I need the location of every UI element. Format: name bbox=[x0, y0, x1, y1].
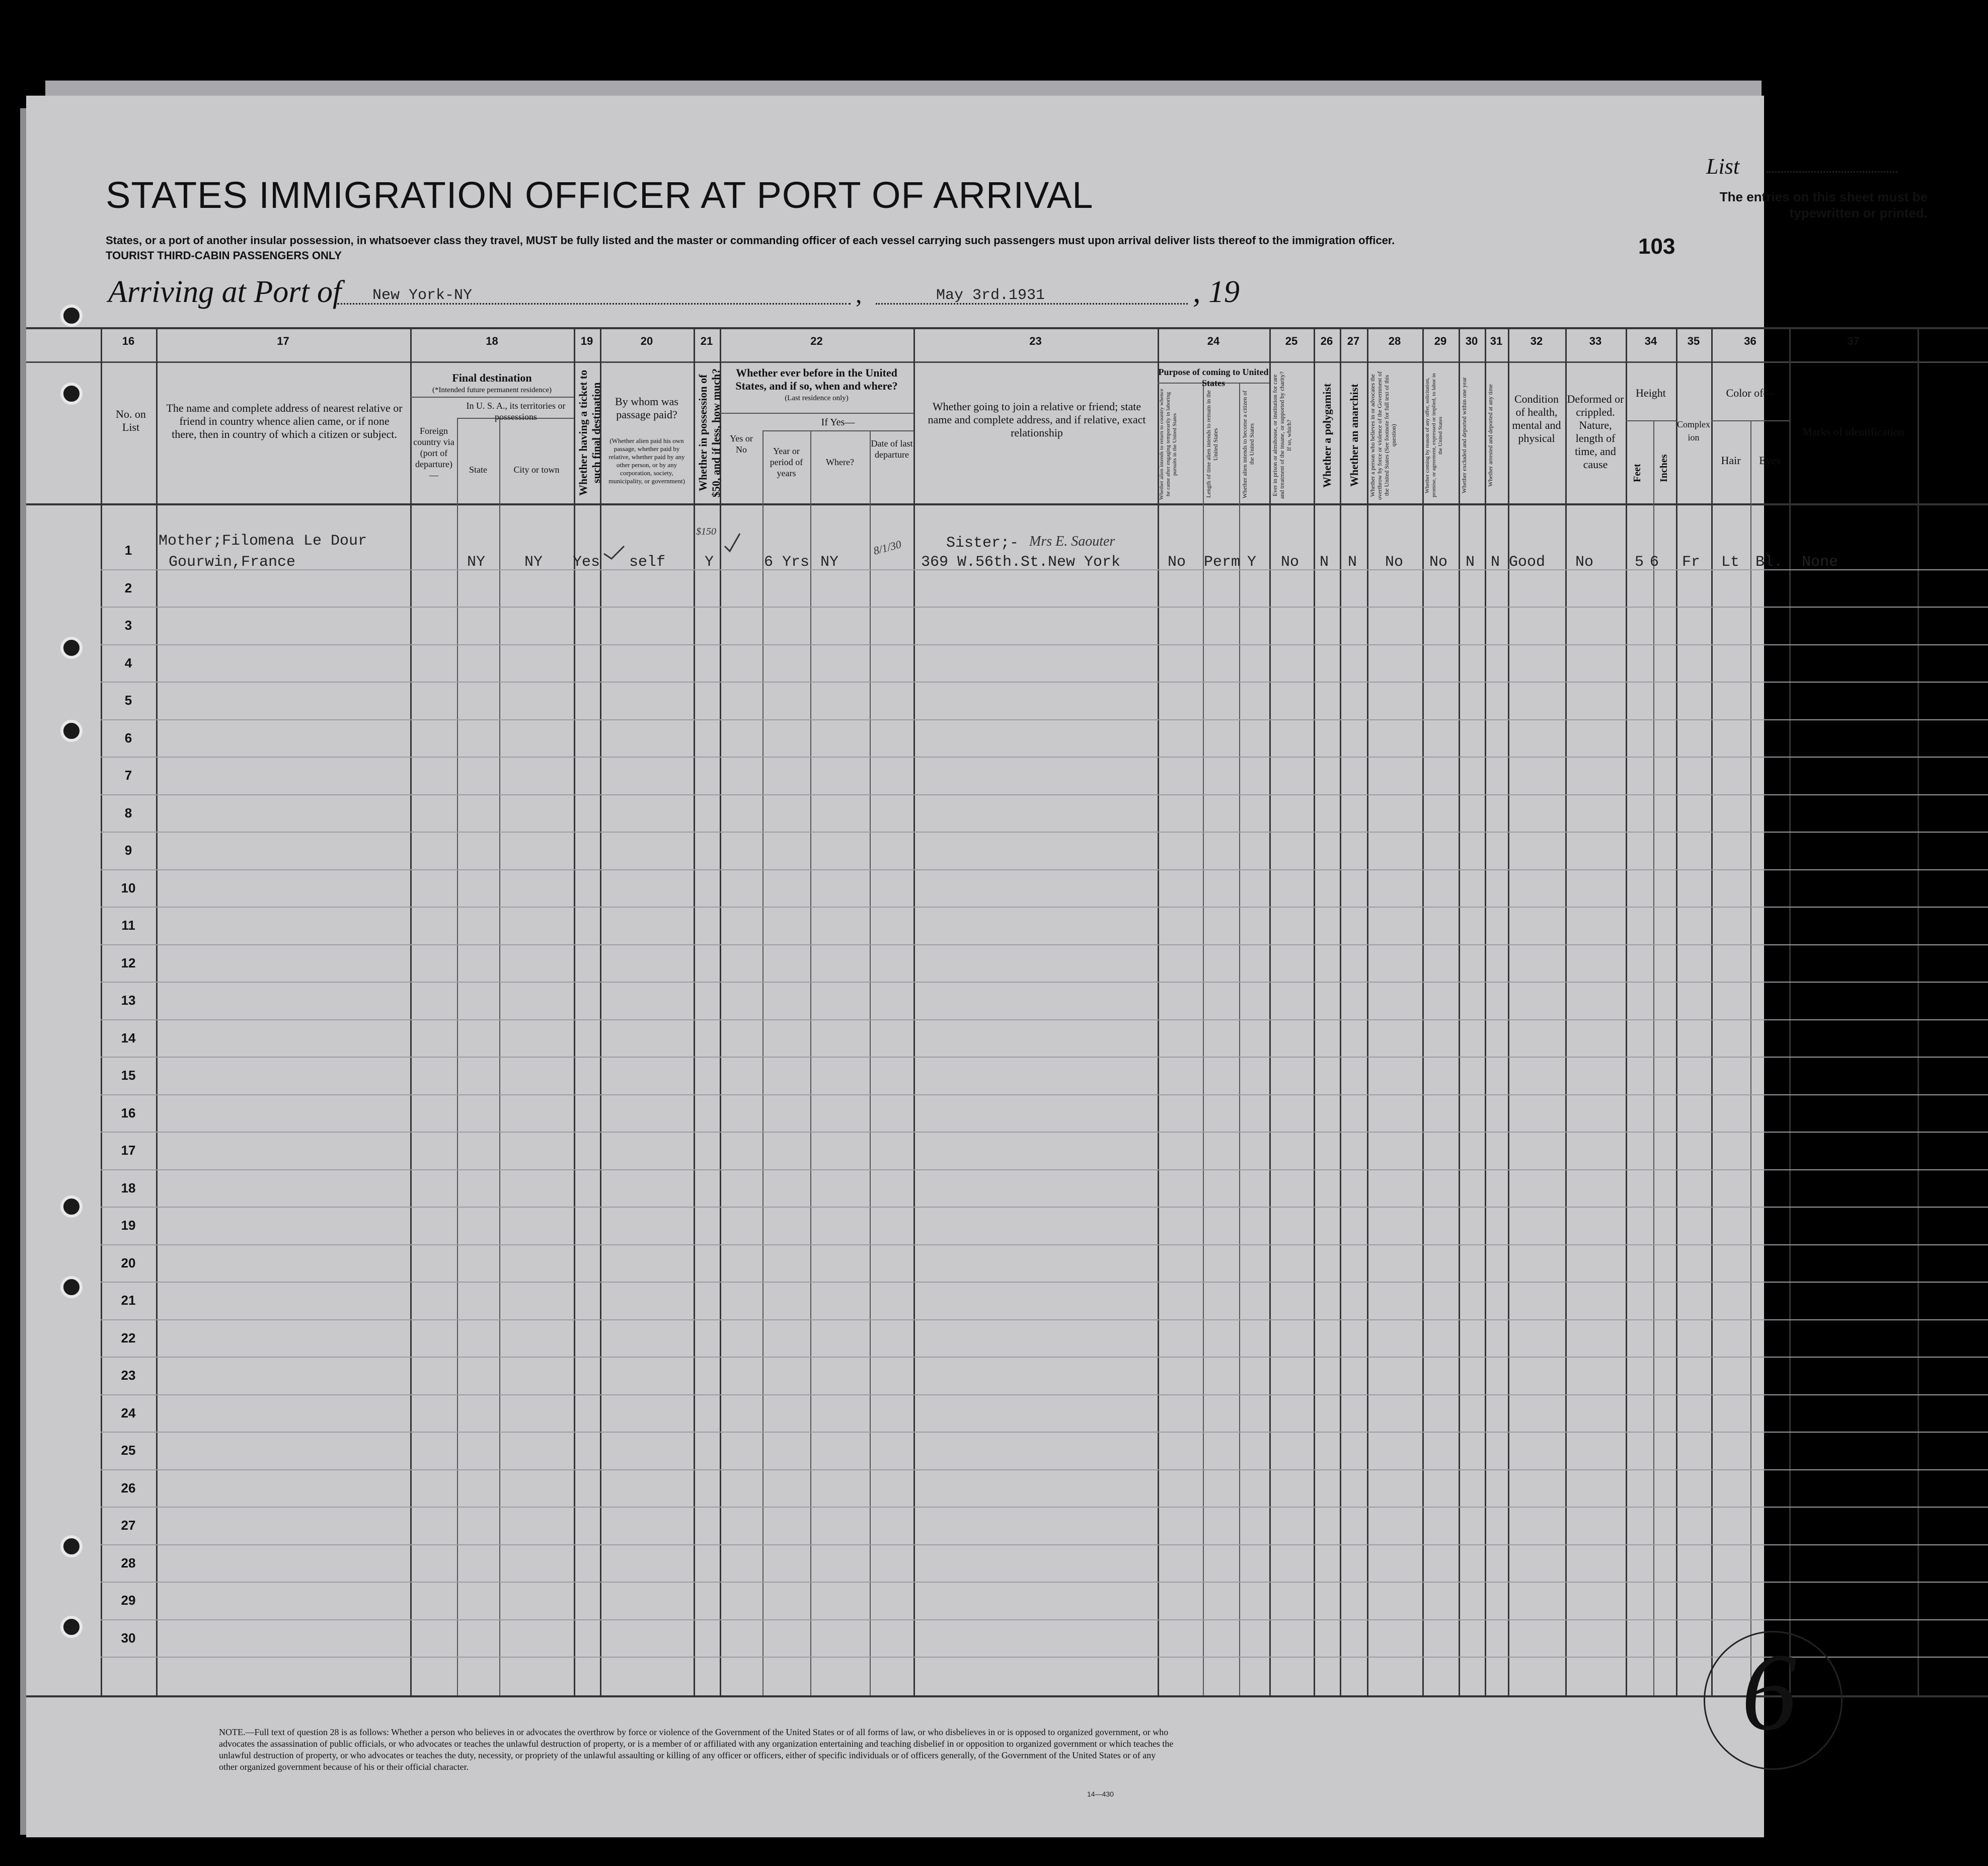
row-number: 26 bbox=[121, 1480, 136, 1496]
row-rule bbox=[101, 1582, 1988, 1583]
header-complexion: Complexion bbox=[1677, 419, 1710, 442]
row-rule bbox=[101, 1357, 1988, 1358]
row-rule bbox=[101, 1619, 1988, 1620]
header-prison: Ever in prison or almshouse, or institution for care and treatment of the insane, or supported by charity? If so, which? bbox=[1271, 371, 1292, 499]
row-rule bbox=[101, 1544, 1988, 1545]
money-note: $150 bbox=[696, 526, 716, 537]
row-number: 7 bbox=[124, 768, 132, 783]
header-purpose-c: Whether alien intends to become a citizen of the United States bbox=[1241, 390, 1255, 498]
column-number-rule bbox=[26, 361, 1988, 363]
header-in-usa: In U. S. A., its territories or possessions bbox=[466, 401, 566, 422]
column-divider bbox=[410, 327, 412, 1695]
column-number: 23 bbox=[1029, 335, 1042, 347]
column-number: 21 bbox=[700, 335, 713, 347]
q31-value: N bbox=[1491, 554, 1500, 571]
column-number: 20 bbox=[640, 335, 653, 347]
header-date-last-departure: Date of last departure bbox=[871, 438, 913, 460]
header-bottom-rule bbox=[26, 503, 1988, 505]
list-line bbox=[1767, 171, 1897, 173]
column-divider bbox=[1367, 327, 1368, 1695]
row-rule bbox=[101, 1282, 1988, 1283]
page-title: STATES IMMIGRATION OFFICER AT PORT OF ARRIVAL bbox=[106, 174, 1094, 216]
hair-value: Lt bbox=[1721, 554, 1740, 571]
arrival-date: May 3rd.1931 bbox=[936, 287, 1045, 304]
header-hair: Hair bbox=[1721, 454, 1741, 467]
header-marks: Marks of identification bbox=[1802, 425, 1904, 438]
row-rule bbox=[101, 757, 1988, 758]
column-number: 32 bbox=[1530, 335, 1543, 347]
row-rule bbox=[101, 982, 1988, 983]
relative-line-1: Mother;Filomena Le Dour bbox=[159, 533, 367, 550]
where-value: NY bbox=[820, 554, 839, 571]
header-deformed: Deformed or crippled. Nature, length of time, and cause bbox=[1567, 393, 1624, 471]
header-foreign-country: Foreign country via (port of departure)— bbox=[413, 426, 454, 480]
column-divider bbox=[1711, 327, 1713, 1695]
footnote: NOTE.—Full text of question 28 is as follows: Whether a person who believes in or advocates the overthrow by force or violence of the Government of the United States or of all forms of law, or who disbelieves in or is opposed to organized government, or who advocates the assassination of public officials, or who advocates or teaches the unlawful destruction of property, or is a member of or affiliated with any organization entertaining and teaching disbelief in or opposition to organized government or which teaches the unlawful destruction of property, or who advocates or teaches the duty, necessity, or propriety of the unlawful assaulting or killing of any officer or officers, either of specific individuals or of officers generally, of the Government of the United States or of any other organized government because of his or their official character. bbox=[219, 1727, 1174, 1772]
header-polygamist: Whether a polygamist bbox=[1321, 383, 1333, 488]
row-rule bbox=[101, 1057, 1988, 1058]
column-divider bbox=[1314, 327, 1315, 1695]
port-value: New York-NY bbox=[372, 287, 473, 304]
header-if-yes: If Yes— bbox=[821, 417, 855, 428]
subtitle: States, or a port of another insular possession, in whatsoever class they travel, MUST be fully listed and the master or commanding officer of each vessel carrying such passengers must upon arrival deliver lists thereof to the immigration officer. bbox=[106, 234, 1395, 247]
header-q29: Whether coming by reason of any offer, solicitation, promise, or agreement, expressed or implied, to labor in the United States bbox=[1424, 373, 1443, 498]
header-where: Where? bbox=[826, 457, 854, 467]
q29-value: No bbox=[1429, 554, 1448, 571]
row-number: 20 bbox=[121, 1255, 136, 1271]
header-q28: Whether a person who believes in or advocates the overthrow by force or violence of the Government of the United States (See footnote for full text of this question) bbox=[1369, 371, 1397, 500]
row-rule bbox=[101, 1507, 1988, 1508]
row-number: 19 bbox=[121, 1218, 136, 1233]
joining-address: 369 W.56th.St.New York bbox=[921, 554, 1121, 571]
header-inches: Inches bbox=[1658, 454, 1669, 482]
binder-hole bbox=[60, 720, 83, 742]
column-divider bbox=[1158, 327, 1159, 1695]
row-number: 2 bbox=[124, 580, 132, 595]
row-rule bbox=[101, 1469, 1988, 1470]
column-divider bbox=[1203, 383, 1204, 1695]
circled-number: 6 bbox=[1741, 1630, 1797, 1753]
header-color-of: Color of— bbox=[1726, 387, 1775, 399]
row-number: 18 bbox=[121, 1180, 136, 1196]
eyes-value: Bl. bbox=[1755, 554, 1783, 571]
row-number: 15 bbox=[121, 1068, 136, 1083]
row-rule bbox=[101, 1319, 1988, 1320]
header-purpose: Purpose of coming to United States bbox=[1158, 367, 1269, 388]
row-rule bbox=[101, 607, 1988, 608]
column-divider bbox=[1269, 327, 1271, 1695]
row-number: 12 bbox=[121, 955, 136, 971]
header-eyes: Eyes bbox=[1759, 454, 1781, 467]
column-number: 27 bbox=[1347, 335, 1360, 347]
row-rule bbox=[101, 794, 1988, 795]
row-number: 17 bbox=[121, 1143, 136, 1158]
row-rule bbox=[101, 1394, 1988, 1395]
rule bbox=[1711, 420, 1789, 421]
column-number: 33 bbox=[1589, 335, 1602, 347]
row-number: 23 bbox=[121, 1368, 136, 1383]
row-rule bbox=[101, 719, 1988, 720]
column-divider bbox=[1676, 327, 1677, 1695]
header-q31: Whether arrested and deported at any time bbox=[1487, 384, 1494, 487]
money-value: Y bbox=[705, 554, 714, 571]
column-number: 35 bbox=[1687, 335, 1700, 347]
row-rule bbox=[101, 1657, 1988, 1658]
column-divider bbox=[1789, 327, 1791, 1695]
binder-hole bbox=[60, 1535, 83, 1557]
row-number: 24 bbox=[121, 1405, 136, 1421]
header-ever-before: Whether ever before in the United States, and if so, when and where? bbox=[735, 366, 898, 392]
return-country: No bbox=[1168, 554, 1186, 571]
column-divider bbox=[1485, 327, 1486, 1695]
header-height: Height bbox=[1636, 387, 1666, 399]
row-number: 25 bbox=[121, 1443, 136, 1458]
header-passage-note: (Whether alien paid his own passage, whether paid by relative, whether paid by any other person, or by any corporation, society, municipality, or government) bbox=[608, 437, 685, 485]
row-rule bbox=[101, 1169, 1988, 1170]
row-number: 8 bbox=[124, 805, 132, 820]
page-number: 103 bbox=[1638, 234, 1675, 259]
column-divider bbox=[1459, 327, 1460, 1695]
row-number: 27 bbox=[121, 1518, 136, 1533]
row-number: 5 bbox=[124, 693, 132, 708]
passage-value: self bbox=[629, 554, 666, 571]
row-number: 28 bbox=[121, 1555, 136, 1571]
q30-value: N bbox=[1466, 554, 1475, 571]
row-number: 22 bbox=[121, 1330, 136, 1346]
year-label: , 19 bbox=[1193, 275, 1240, 309]
binder-hole bbox=[60, 1196, 83, 1218]
column-divider bbox=[810, 430, 811, 1695]
q28-value: No bbox=[1385, 554, 1404, 571]
column-number: 34 bbox=[1644, 335, 1657, 347]
row-rule bbox=[101, 1019, 1988, 1020]
row-number: 1 bbox=[124, 543, 132, 558]
column-number: 31 bbox=[1490, 335, 1503, 347]
column-number: 29 bbox=[1434, 335, 1447, 347]
column-number: 26 bbox=[1320, 335, 1333, 347]
row-rule bbox=[101, 832, 1988, 833]
column-number: 18 bbox=[486, 335, 498, 347]
column-divider bbox=[1565, 327, 1567, 1695]
column-divider bbox=[1422, 327, 1424, 1695]
row-number: 11 bbox=[121, 918, 135, 933]
header-last-residence: (Last residence only) bbox=[785, 394, 849, 402]
departure-date: 8/1/30 bbox=[872, 538, 903, 557]
column-number: 17 bbox=[277, 335, 289, 347]
deformed-value: No bbox=[1575, 554, 1594, 571]
arriving-label: Arriving at Port of bbox=[108, 275, 342, 309]
inches-value: 6 bbox=[1650, 554, 1659, 571]
dest-city: NY bbox=[524, 554, 543, 571]
rule bbox=[410, 397, 574, 398]
marks-value: None bbox=[1802, 554, 1839, 571]
table-bottom-rule bbox=[26, 1695, 1988, 1697]
row-number: 10 bbox=[121, 880, 136, 895]
dest-state: NY bbox=[467, 554, 486, 571]
ticket-value: Yes bbox=[573, 554, 600, 571]
typewritten-instruction: The entries on this sheet must be typewritten or printed. bbox=[1719, 189, 1928, 220]
header-yes-or-no: Yes or No bbox=[730, 433, 753, 455]
header-city: City or town bbox=[513, 465, 560, 475]
column-divider bbox=[156, 327, 158, 1695]
period-value: 6 Yrs bbox=[764, 554, 810, 571]
manifest-sheet bbox=[26, 96, 1764, 1837]
header-state: State bbox=[469, 465, 487, 475]
row-number: 29 bbox=[121, 1593, 136, 1608]
complexion-value: Fr bbox=[1682, 554, 1701, 571]
column-divider bbox=[1653, 420, 1654, 1695]
column-number: 28 bbox=[1388, 335, 1401, 347]
header-ticket: Whether having a ticket to such final destination bbox=[577, 369, 602, 496]
column-number: 30 bbox=[1465, 335, 1478, 347]
table-top-rule bbox=[26, 327, 1988, 329]
joining-handwritten: Mrs E. Saouter bbox=[1029, 534, 1115, 549]
row-rule bbox=[101, 944, 1988, 945]
binder-hole bbox=[60, 637, 83, 659]
column-divider bbox=[913, 327, 915, 1695]
column-number: 25 bbox=[1285, 335, 1298, 347]
column-divider bbox=[1750, 420, 1751, 1695]
header-feet: Feet bbox=[1632, 464, 1643, 483]
column-divider bbox=[1918, 327, 1919, 1695]
column-divider bbox=[762, 430, 763, 1695]
row-rule bbox=[101, 644, 1988, 645]
joining-typed: Sister;- bbox=[946, 535, 1019, 552]
rule bbox=[1626, 420, 1676, 421]
length-of-stay: Perm bbox=[1204, 554, 1241, 571]
row-number: 4 bbox=[124, 655, 132, 670]
passenger-class: TOURIST THIRD-CABIN PASSENGERS ONLY bbox=[106, 249, 342, 262]
prison-value: No bbox=[1281, 554, 1299, 571]
header-health: Condition of health, mental and physical bbox=[1512, 393, 1561, 444]
column-number: 24 bbox=[1207, 335, 1220, 347]
header-year-period: Year or period of years bbox=[770, 446, 803, 478]
health-value: Good bbox=[1509, 554, 1546, 571]
header-purpose-a: Whether alien intends to return to country whence he came after engaging temporarily in laboring pursuits in the United States bbox=[1159, 389, 1178, 500]
header-fifty-dollars: Whether in possession of $50, and if less, how much? bbox=[697, 368, 722, 498]
check-marks bbox=[574, 524, 856, 564]
anarchist-value: N bbox=[1348, 554, 1357, 571]
binder-hole bbox=[60, 383, 83, 405]
row-number: 16 bbox=[121, 1105, 136, 1121]
column-divider bbox=[1239, 383, 1240, 1695]
column-number: 16 bbox=[122, 335, 135, 347]
header-joining-relative: Whether going to join a relative or friend; state name and complete address, and if relative, exact relationship bbox=[928, 400, 1146, 439]
relative-line-2: Gourwin,France bbox=[169, 554, 296, 571]
header-final-destination-note: (*Intended future permanent residence) bbox=[432, 386, 552, 394]
row-number: 9 bbox=[124, 843, 132, 858]
header-nearest-relative: The name and complete address of nearest relative or friend in country whence alien came, or if none there, then in country of which a citizen or subject. bbox=[166, 402, 403, 440]
binder-hole bbox=[60, 1276, 83, 1298]
comma: , bbox=[856, 280, 862, 308]
row-rule bbox=[101, 1094, 1988, 1095]
header-passage-paid: By whom was passage paid? bbox=[615, 395, 678, 421]
row-rule bbox=[101, 1207, 1988, 1208]
form-code: 14—430 bbox=[1087, 1790, 1114, 1798]
column-number: 36 bbox=[1744, 335, 1756, 347]
header-final-destination: Final destination bbox=[452, 371, 532, 384]
citizen-value: Y bbox=[1247, 554, 1257, 571]
column-divider bbox=[1508, 327, 1509, 1695]
row-number: 13 bbox=[121, 993, 136, 1008]
row-rule bbox=[101, 682, 1988, 683]
list-label: List bbox=[1706, 154, 1740, 179]
row-number: 21 bbox=[121, 1293, 136, 1308]
row-number: 14 bbox=[121, 1030, 136, 1046]
rule bbox=[720, 413, 913, 414]
row-rule bbox=[101, 1244, 1988, 1245]
column-number: 19 bbox=[580, 335, 593, 347]
column-number: 37 bbox=[1847, 335, 1860, 347]
column-divider bbox=[870, 430, 871, 1695]
row-number: 30 bbox=[121, 1630, 136, 1646]
feet-value: 5 bbox=[1635, 554, 1644, 571]
header-purpose-b: Length of time alien intends to remain in the United States bbox=[1205, 390, 1219, 498]
header-no-on-list: No. on List bbox=[116, 408, 146, 433]
polygamist-value: N bbox=[1320, 554, 1329, 571]
row-number: 3 bbox=[124, 618, 132, 633]
row-number: 6 bbox=[124, 730, 132, 745]
row-rule bbox=[101, 907, 1988, 908]
binder-hole bbox=[60, 305, 83, 327]
row-rule bbox=[101, 869, 1988, 870]
column-divider bbox=[1626, 327, 1627, 1695]
binder-hole bbox=[60, 1616, 83, 1638]
rule bbox=[762, 430, 913, 431]
header-anarchist: Whether an anarchist bbox=[1348, 384, 1360, 487]
header-q30: Whether excluded and deported within one year bbox=[1461, 377, 1468, 494]
column-divider bbox=[1340, 327, 1341, 1695]
row-rule bbox=[101, 1132, 1988, 1133]
column-number: 22 bbox=[810, 335, 823, 347]
row-rule bbox=[101, 1432, 1988, 1433]
